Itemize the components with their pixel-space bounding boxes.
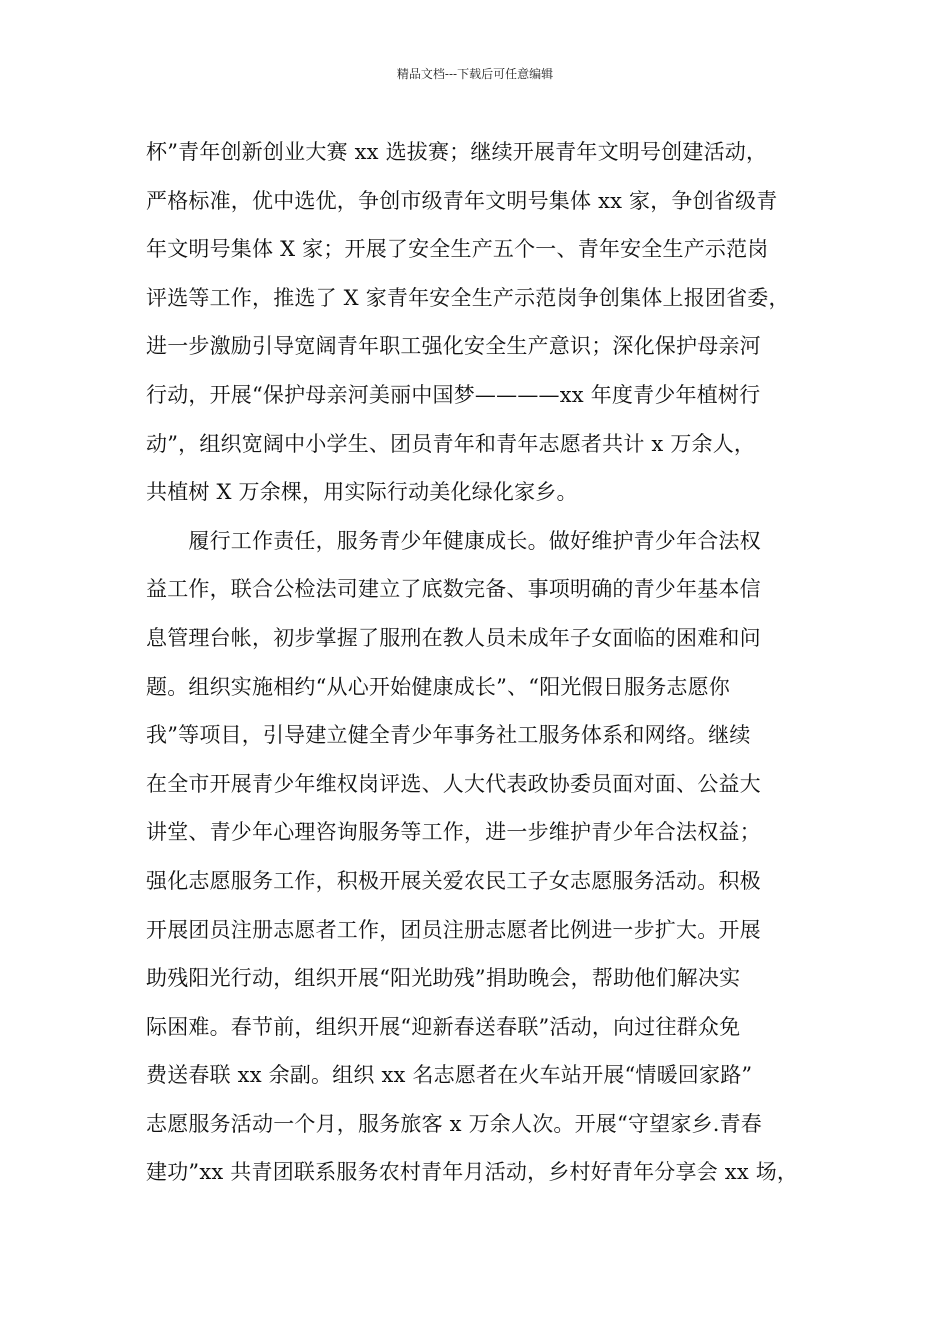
text-line: 费送春联 xx 余副。组织 xx 名志愿者在火车站开展“情暖回家路” (146, 1063, 753, 1088)
text-line: 志愿服务活动一个月，服务旅客 x 万余人次。开展“守望家乡.青春 (146, 1111, 763, 1136)
text-line: 助残阳光行动，组织开展“阳光助残”捐助晚会，帮助他们解决实 (146, 966, 741, 991)
text-line: 年文明号集体 X 家；开展了安全生产五个一、青年安全生产示范岗 (146, 237, 769, 262)
text-line: 行动，开展“保护母亲河美丽中国梦————xx 年度青少年植树行 (146, 382, 761, 407)
text-line: 共植树 X 万余棵，用实际行动美化绿化家乡。 (146, 480, 578, 505)
document-body (146, 128, 826, 1197)
page-header: 精品文档---下载后可任意编辑 (396, 67, 554, 81)
text-line: 开展团员注册志愿者工作，团员注册志愿者比例进一步扩大。开展 (146, 917, 761, 942)
text-line: 益工作，联合公检法司建立了底数完备、事项明确的青少年基本信 (146, 577, 761, 602)
text-line: 强化志愿服务工作，积极开展关爱农民工子女志愿服务活动。积极 (146, 868, 761, 893)
text-line: 建功”xx 共青团联系服务农村青年月活动，乡村好青年分享会 xx 场， (146, 1160, 799, 1185)
text-line: 我”等项目，引导建立健全青少年事务社工服务体系和网络。继续 (146, 723, 751, 748)
text-line: 进一步激励引导宽阔青年职工强化安全生产意识；深化保护母亲河 (146, 334, 761, 359)
text-line: 动”，组织宽阔中小学生、团员青年和青年志愿者共计 x 万余人， (146, 431, 756, 456)
text-line: 在全市开展青少年维权岗评选、人大代表政协委员面对面、公益大 (146, 771, 761, 796)
text-line: 讲堂、青少年心理咨询服务等工作，进一步维护青少年合法权益； (146, 820, 761, 845)
text-line: 评选等工作，推选了 X 家青年安全生产示范岗争创集体上报团省委， (146, 285, 790, 310)
text-line: 严格标准，优中选优，争创市级青年文明号集体 xx 家，争创省级青 (146, 188, 778, 213)
text-line: 息管理台帐，初步掌握了服刑在教人员未成年子女面临的困难和问 (146, 625, 761, 650)
paragraph-start-line: 履行工作责任，服务青少年健康成长。做好维护青少年合法权 (146, 528, 761, 553)
text-line: 际困难。春节前，组织开展“迎新春送春联”活动，向过往群众免 (146, 1014, 741, 1039)
text-line: 题。组织实施相约“从心开始健康成长”、“阳光假日服务志愿你 (146, 674, 731, 699)
text-line: 杯”青年创新创业大赛 xx 选拔赛；继续开展青年文明号创建活动， (146, 140, 768, 164)
